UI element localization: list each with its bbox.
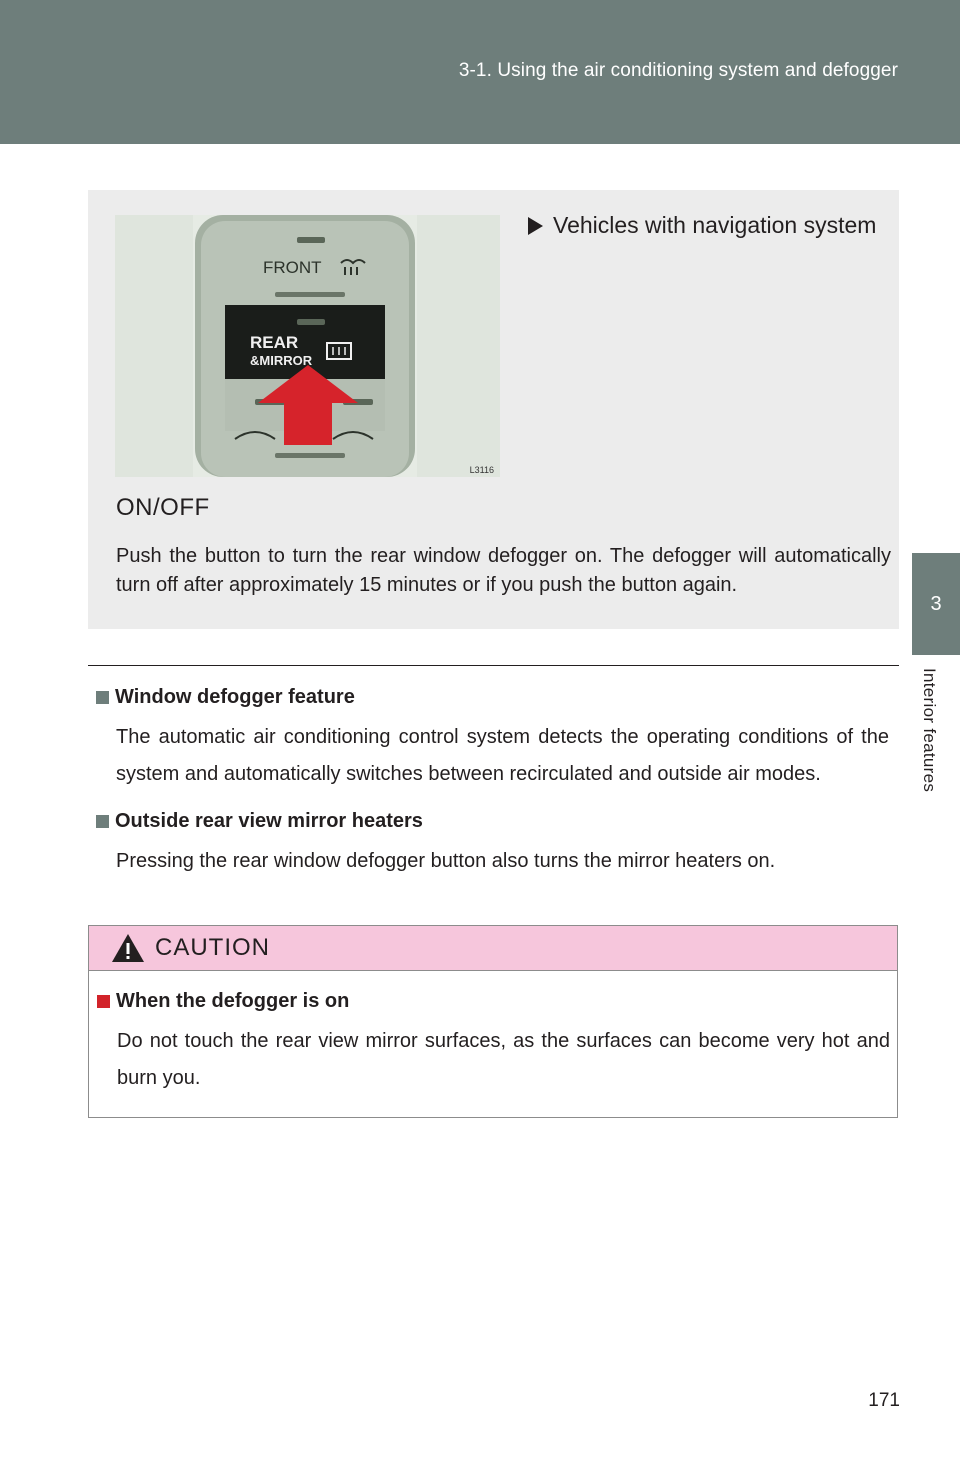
note-window-defogger	[96, 686, 896, 793]
on-off-label: ON/OFF	[116, 494, 210, 521]
caution-heading: CAUTION	[155, 934, 270, 961]
note-mirror-heaters	[96, 810, 896, 880]
square-bullet-icon	[97, 995, 110, 1008]
mirror-button-label: &MIRROR	[250, 353, 313, 368]
page-header	[0, 0, 960, 144]
section-title: 3-1. Using the air conditioning system and defogger	[458, 60, 898, 81]
caution-body: Do not touch the rear view mirror surfaces, as the surfaces can become very hot and burn you.	[117, 1030, 890, 1089]
note-body: Pressing the rear window defogger button also turns the mirror heaters on.	[116, 850, 776, 872]
note-title: Window defogger feature	[115, 686, 355, 708]
defogger-description: Push the button to turn the rear window defogger on. The defogger will automatically turn off after approximately 15 minutes or if you push the button again.	[116, 545, 891, 596]
warning-triangle-icon	[111, 933, 145, 963]
triangle-bullet-icon	[528, 217, 543, 235]
defogger-button-illustration	[115, 215, 500, 477]
section-divider	[88, 665, 899, 666]
chapter-label: Interior features	[920, 668, 939, 793]
caution-header	[89, 926, 897, 971]
illustration-code: L3116	[469, 465, 494, 475]
note-title: Outside rear view mirror heaters	[115, 810, 423, 832]
caution-item	[97, 990, 890, 1097]
square-bullet-icon	[96, 815, 109, 828]
caution-box	[88, 925, 898, 1118]
page-number: 171	[868, 1390, 900, 1411]
control-panel-drawing	[115, 215, 500, 477]
chapter-tab	[912, 553, 960, 655]
square-bullet-icon	[96, 691, 109, 704]
front-button-label: FRONT	[263, 258, 322, 277]
variant-label	[528, 212, 876, 239]
rear-button-label: REAR	[250, 333, 299, 352]
variant-label-text: Vehicles with navigation system	[553, 212, 877, 238]
note-body: The automatic air conditioning control system detects the operating conditions of the system and automatically switches between recirculated and outside air modes.	[116, 726, 889, 785]
chapter-number: 3	[930, 592, 942, 615]
defogger-panel	[88, 190, 899, 629]
caution-title: When the defogger is on	[116, 990, 350, 1012]
